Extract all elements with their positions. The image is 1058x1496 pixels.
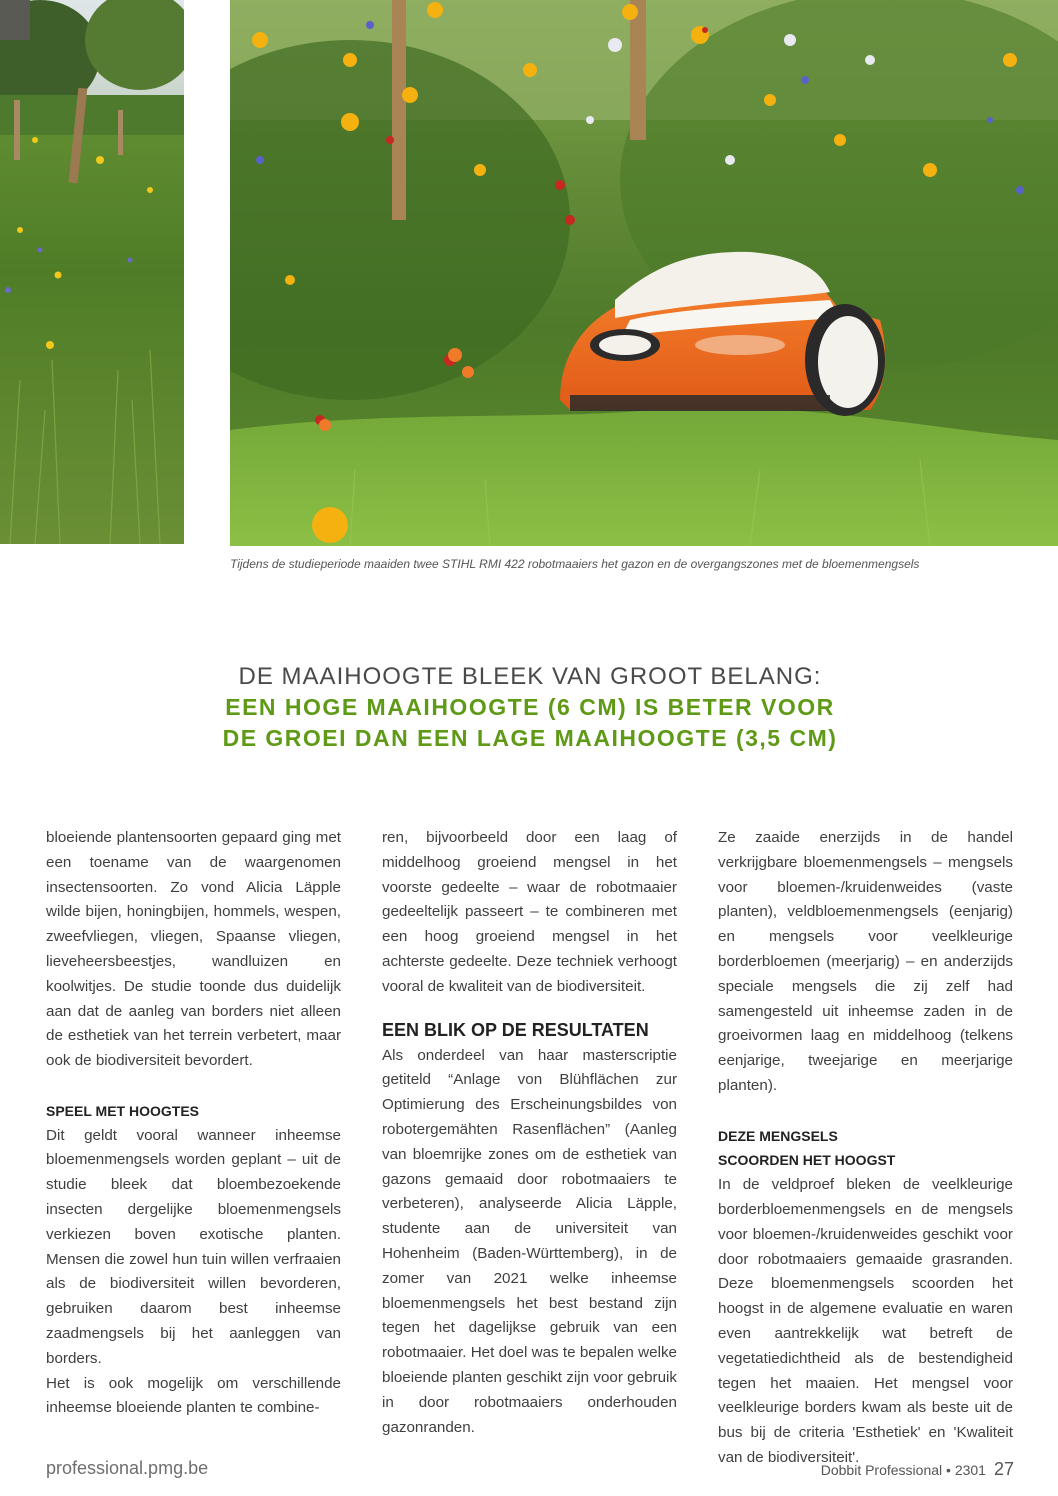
meadow-photo-left [0,0,184,544]
section-heading-line-2: SCOORDEN HET HOOGST [718,1152,896,1169]
headline-line-1: DE MAAIHOOGTE BLEEK VAN GROOT BELANG: [238,663,822,690]
article-column-1 [46,826,341,1421]
issue-label: Dobbit Professional • 2301 [820,1462,986,1478]
article-column-2 [382,826,677,1440]
section-heading: EEN BLIK OP DE RESULTATEN [382,1019,649,1040]
website-link[interactable]: professional.pmg.be [46,1458,209,1478]
page-footer [821,1459,1014,1480]
section-heading: SPEEL MET HOOGTES [46,1102,199,1119]
headline-line-2: EEN HOGE MAAIHOOGTE (6 CM) IS BETER VOOR [225,694,835,720]
paragraph: In de veldproef bleken de veelkleurige borderbloemenmengsels en de mengsels voor bloemen-/kruidenweides geschikt voor door robotmaaiers gemaaide grasranden. Deze bloemenmengsels scoorden het hoogst in de algemene evaluatie en waren even aantrekkelijk wat betreft de vegetatiedichtheid als de bestendigheid tegen het maaien. Het mengsel voor veelkleurige borders kwam als beste uit de bus bij de criteria 'Esthetiek' en 'Kwaliteit van de biodiversiteit'. [718,1176,1013,1466]
paragraph: Als onderdeel van haar masterscriptie getiteld “Anlage von Blühflächen zur Optimierung des Erscheinungsbildes von robotergemähten Rasenflächen” (Aanleg van bloemrijke zones om de esthetiek van gazons gemaaid door robotmaaiers te verbeteren), analyseerde Alicia Läpple, studente aan de universiteit van Hohenheim (Baden-Württemberg), in de zomer van 2021 welke inheemse bloemenmengsels het best bestand zijn tegen het dagelijkse gebruik van een robotmaaier. Het doel was te bepalen welke bloeiende planten geschikt zijn voor gebruik in door robotmaaiers onderhouden gazonranden. [382,1046,677,1436]
paragraph: ren, bijvoorbeeld door een laag of middelhoog groeiend mengsel in het voorste gedeelte – waar de robotmaaier gedeeltelijk passeert – te combineren met een hoog groeiend mengsel in het achterste gedeelte. Deze techniek verhoogt vooral de kwaliteit van de biodiversiteit. [382,829,677,995]
robot-mower-photo [230,0,1058,546]
headline-line-3: DE GROEI DAN EEN LAGE MAAIHOOGTE (3,5 CM) [222,725,838,751]
paragraph: Dit geldt vooral wanneer inheemse bloemenmengsels worden geplant – uit de studie bleek dat bloembezoekende insecten dergelijke bloemenmengsels verkiezen boven exotische planten. Mensen die zowel hun tuin willen verfraaien als de biodiversiteit willen bevorderen, gebruiken daarom best inheemse zaadmengsels bij het aanleggen van borders. [46,1126,341,1367]
paragraph: Ze zaaide enerzijds in de handel verkrijgbare bloemenmengsels – mengsels voor bloemen-/kruidenweides (vaste planten), veldbloemenmengsels (eenjarig) en mengsels voor veelkleurige borderbloemen (meerjarig) – en anderzijds speciale mengsels die zij zelf had samengesteld uit inheemse zaden in de groeivormen laag en middelhoog (telkens eenjarige, tweejarige en meerjarige planten). [718,829,1013,1094]
page-number: 27 [993,1459,1014,1479]
photo-caption: Tijdens de studieperiode maaiden twee STIHL RMI 422 robotmaaiers het gazon en de overgangszones met de bloemenmengsels [230,557,920,571]
section-heading-line-1: DEZE MENGSELS [718,1127,838,1144]
paragraph: Het is ook mogelijk om verschillende inheemse bloeiende planten te combine- [46,1374,341,1417]
headline [90,662,970,754]
paragraph: bloeiende plantensoorten gepaard ging met een toename van de waargenomen insectensoorten. Zo vond Alicia Läpple wilde bijen, honingbijen, hommels, wespen, zweefvliegen, vliegen, Spaanse vliegen, lieveheersbeestjes, wandluizen en koolwitjes. De studie toonde dus duidelijk aan dat de aanleg van borders niet alleen de esthetiek van het terrein verbetert, maar ook de biodiversiteit bevordert. [46,829,341,1070]
article-column-3 [718,826,1013,1471]
